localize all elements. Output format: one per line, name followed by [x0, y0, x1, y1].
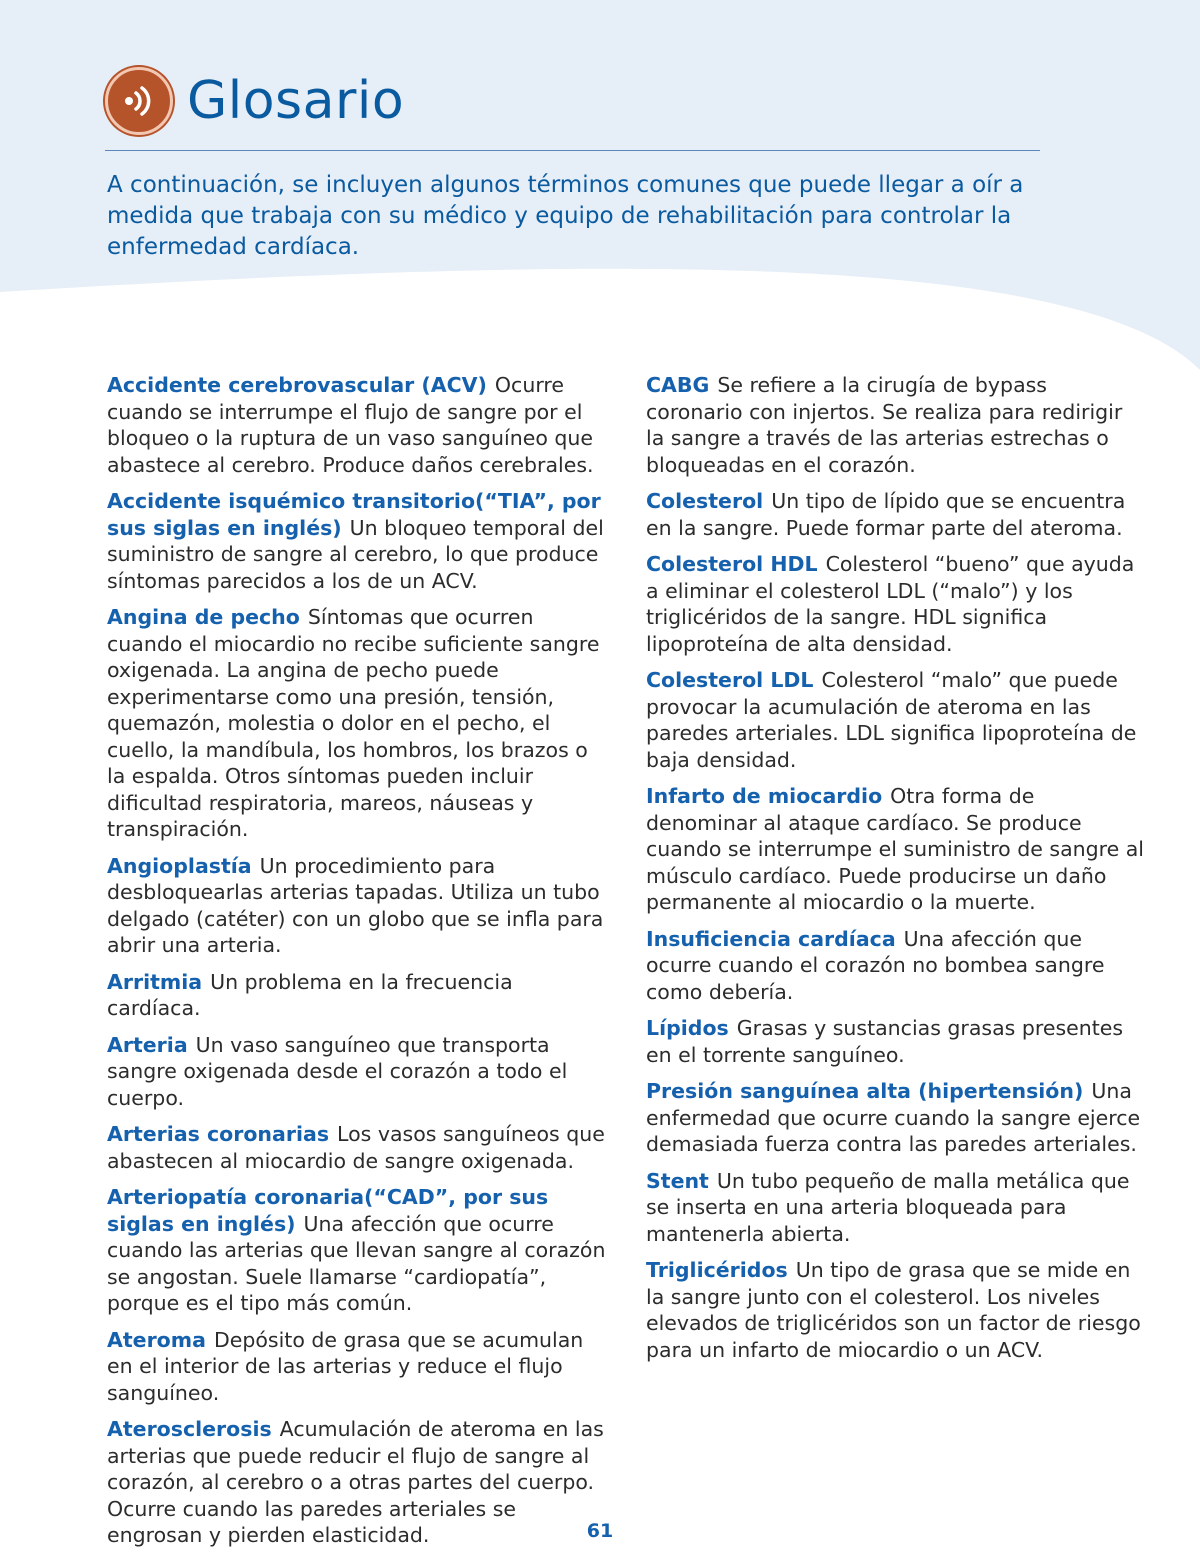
audio-speaker-icon [105, 67, 173, 135]
glossary-term: Colesterol HDL [646, 552, 818, 576]
glossary-definition: Un tipo de lípido que se encuentra en la sangre. Puede formar parte del ateroma. [646, 489, 1126, 540]
glossary-entry [107, 372, 607, 478]
glossary-definition: Un tubo pequeño de malla metálica que se inserta en una arteria bloqueada para mantenerla abierta. [646, 1168, 1130, 1246]
glossary-entry [646, 1168, 1146, 1248]
glossary-term: Insuficiencia cardíaca [646, 926, 896, 951]
glossary-definition: Otra forma de denominar al ataque cardíaco. Se produce cuando se interrumpe el suministro de sangre al músculo cardíaco. Puede producirse un daño permanente al miocardio o la muerte. [646, 784, 1144, 914]
glossary-definition: Se refiere a la cirugía de bypass coronario con injertos. Se realiza para redirigir la sangre a través de las arterias estrechas o bloqueadas en el corazón. [646, 373, 1123, 477]
glossary-definition: Una enfermedad que ocurre cuando la sangre ejerce demasiada fuerza contra las paredes arteriales. [646, 1079, 1141, 1156]
glossary-definition: Los vasos sanguíneos que abastecen al miocardio de sangre oxigenada. [107, 1122, 605, 1173]
glossary-definition: Un procedimiento para desbloquearlas arterias tapadas. Utiliza un tubo delgado (catéter) con un globo que se infla para abrir una arteria. [107, 853, 604, 957]
glossary-entry [646, 372, 1146, 478]
glossary-definition: Acumulación de ateroma en las arterias que puede reducir el flujo de sangre al corazón, al cerebro o a otras partes del cuerpo. Ocurre cuando las paredes arteriales se engrosan y pierden elasticidad. [107, 1417, 604, 1547]
glossary-definition: Una afección que ocurre cuando el corazón no bombea sangre como debería. [646, 926, 1105, 1004]
glossary-term: Accidente cerebrovascular (ACV) [107, 373, 487, 397]
glossary-definition: Un tipo de grasa que se mide en la sangre junto con el colesterol. Los niveles elevados de triglicéridos son un factor de riesgo para un infarto de miocardio o un ACV. [646, 1258, 1141, 1362]
glossary-entry [646, 551, 1146, 657]
glossary-definition: Colesterol “malo” que puede provocar la acumulación de ateroma en las paredes arteriales. LDL significa lipoproteína de baja densidad. [646, 668, 1137, 772]
glossary-definition: Ocurre cuando se interrumpe el flujo de sangre por el bloqueo o la ruptura de un vaso sanguíneo que abastece al cerebro. Produce daños cerebrales. [107, 373, 594, 477]
page-number: 61 [586, 1520, 614, 1542]
glossary-definition: Colesterol “bueno” que ayuda a eliminar el colesterol LDL (“malo”) y los triglicéridos de la sangre. HDL significa lipoproteína de alta densidad. [646, 552, 1135, 656]
glossary-definition: Grasas y sustancias grasas presentes en el torrente sanguíneo. [646, 1016, 1124, 1067]
glossary-column-right [646, 372, 1146, 1373]
glossary-entry [107, 1121, 607, 1174]
glossary-term: Accidente isquémico transitorio(“TIA”, por sus siglas en inglés) [107, 489, 601, 540]
glossary-entry [646, 783, 1146, 916]
glossary-term: Stent [646, 1168, 709, 1193]
intro-text: A continuación, se incluyen algunos términos comunes que puede llegar a oír a medida que trabaja con su médico y equipo de rehabilitación para controlar la enfermedad cardíaca. [107, 172, 1024, 260]
glossary-entry [107, 604, 607, 843]
glossary-entry [646, 488, 1146, 541]
glossary-definition: Síntomas que ocurren cuando el miocardio no recibe suficiente sangre oxigenada. La angina de pecho puede experimentarse como una presión, tensión, quemazón, molestia o dolor en el pecho, el cuello, la mandíbula, los hombros, los brazos o la espalda. Otros síntomas pueden incluir dificultad respiratoria, mareos, náuseas y transpiración. [107, 605, 600, 841]
glossary-entry [107, 488, 607, 594]
title-row [105, 62, 404, 140]
glossary-term: Arterias coronarias [107, 1122, 330, 1146]
glossary-definition: Un problema en la frecuencia cardíaca. [107, 969, 513, 1020]
glossary-term: Infarto de miocardio [646, 784, 883, 808]
glossary-term: Colesterol LDL [646, 668, 814, 692]
glossary-entry [646, 1015, 1146, 1068]
glossary-definition: Un bloqueo temporal del suministro de sangre al cerebro, lo que produce síntomas parecidos a los de un ACV. [107, 515, 604, 593]
glossary-column-left [107, 372, 607, 1559]
glossary-entry [646, 1078, 1146, 1158]
glossary-term: CABG [646, 373, 710, 397]
glossary-definition: Un vaso sanguíneo que transporta sangre oxigenada desde el corazón a todo el cuerpo. [107, 1032, 568, 1110]
glossary-term: Ateroma [107, 1327, 206, 1352]
glossary-term: Arteria [107, 1032, 188, 1057]
glossary-term: Colesterol [646, 489, 764, 513]
glossary-entry [107, 1032, 607, 1112]
glossary-entry [107, 969, 607, 1022]
glossary-entry [107, 853, 607, 959]
glossary-entry [646, 1257, 1146, 1363]
glossary-entry [646, 926, 1146, 1006]
glossary-term: Triglicéridos [646, 1258, 788, 1282]
glossary-definition: Depósito de grasa que se acumulan en el interior de las arterias y reduce el flujo sanguíneo. [107, 1327, 584, 1405]
glossary-definition: Una afección que ocurre cuando las arterias que llevan sangre al corazón se angostan. Suele llamarse “cardiopatía”, porque es el tipo más común. [107, 1211, 606, 1315]
glossary-term: Arteriopatía coronaria(“CAD”, por sus siglas en inglés) [107, 1185, 549, 1236]
glossary-entry [107, 1327, 607, 1407]
glossary-term: Arritmia [107, 969, 203, 994]
page-title: Glosario [187, 71, 405, 131]
glossary-entry [107, 1184, 607, 1317]
glossary-entry [646, 667, 1146, 773]
glossary-term: Lípidos [646, 1016, 729, 1040]
glossary-term: Presión sanguínea alta (hipertensión) [646, 1079, 1084, 1103]
glossary-term: Angioplastía [107, 853, 252, 878]
glossary-term: Angina de pecho [107, 605, 300, 629]
glossary-term: Aterosclerosis [107, 1417, 272, 1441]
title-divider [105, 150, 1040, 151]
